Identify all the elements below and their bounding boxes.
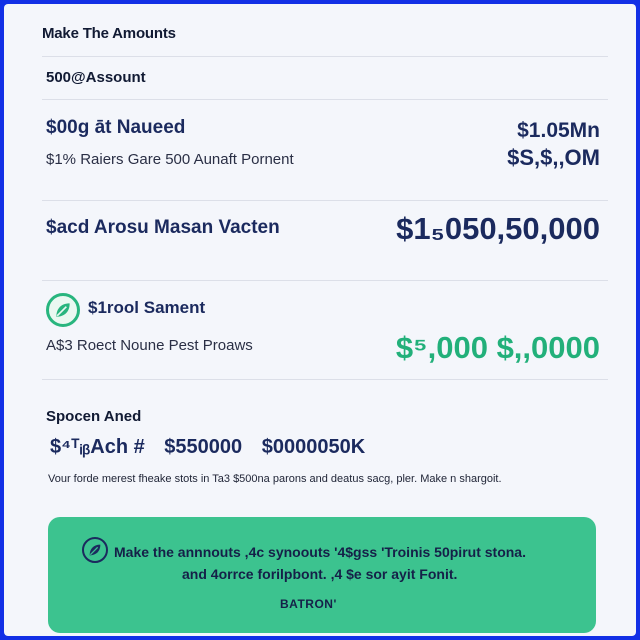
amount-row-3-subtext: A$3 Roect Noune Pest Proaws [46,337,253,354]
leaf-icon [82,537,108,563]
app-frame [4,4,636,636]
stat-item: $⁴ᵀᵢᵦAch # [50,436,145,458]
page-title: Make The Amounts [42,25,176,42]
amount-row-1-value-top: $1.05Mn [517,119,600,142]
amount-row-1-subtext: $1% Raiers Gare 500 Aunaft Pornent [46,151,294,168]
amount-row-3-label: $1rool Sament [88,298,206,317]
leaf-icon-glyph [53,300,73,320]
stat-item: $0000050K [261,436,366,458]
leaf-icon [46,293,80,327]
divider [42,379,608,380]
divider [42,56,608,57]
amount-row-3-value: $⁵,000 $,,0000 [395,330,600,365]
cta-message-line-1: Make the annnouts ,4c synoouts '4$gss 'Troinis 50pirut stona. [114,544,526,560]
amount-row-2-label: $acd Arosu Masan Vacten [46,217,280,238]
footnote-text: Vour forde merest fheake stots in Ta3 $500na parons and deatus sacg, pler. Make n shargoit. [48,473,502,485]
amount-row-2-value: $1₅050,50,000 [396,211,600,246]
cta-button[interactable]: BATRON' [280,597,337,611]
amount-row-1-value-bottom: $S,$,,OM [507,145,600,170]
stats-line [50,436,379,459]
amount-row-4-label: Spocen Aned [46,408,142,425]
divider [42,99,608,100]
leaf-icon-glyph [87,542,103,558]
cta-card [48,517,596,633]
amount-row-1-label: $00g āt Naueed [46,117,186,138]
divider [42,200,608,201]
cta-message-line-2: and 4orrce forilpbont. ,4 $e sor ayit Fonit. [182,566,458,582]
divider [42,280,608,281]
section-subtitle: 500@Assount [46,69,146,86]
stat-item: $550000 [164,436,243,458]
